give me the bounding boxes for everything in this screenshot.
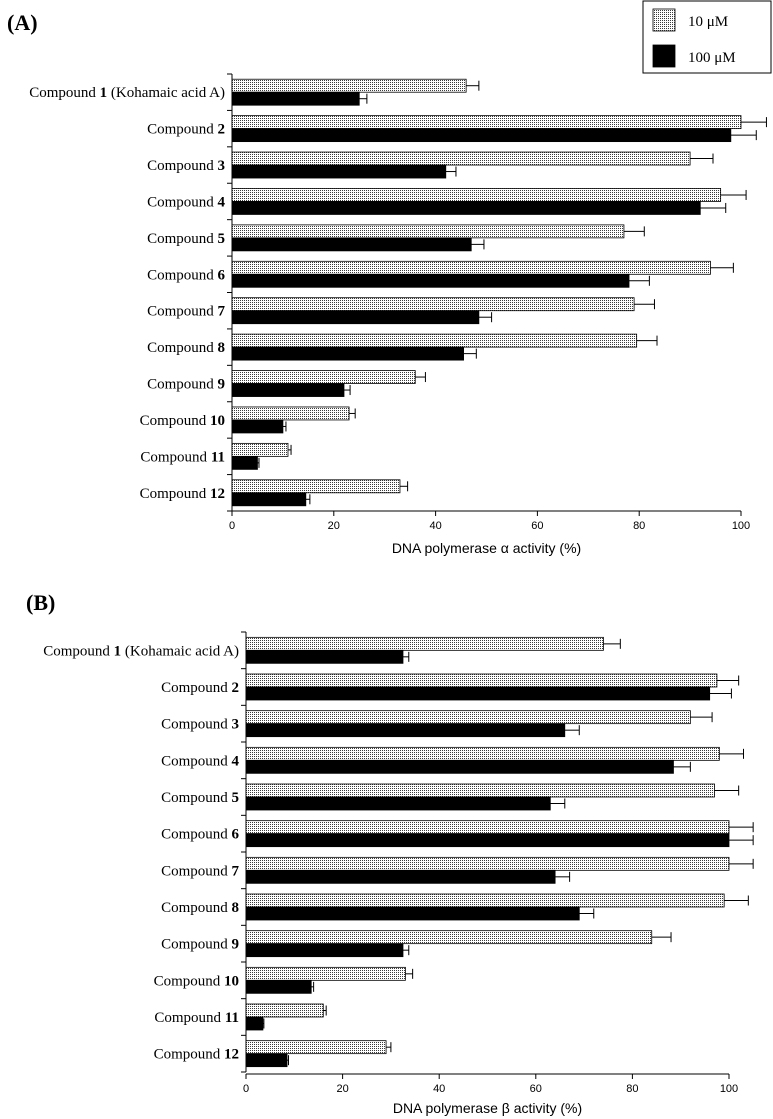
bar-100um xyxy=(246,944,403,957)
x-tick-label: 20 xyxy=(336,1083,349,1095)
category-label: Compound 2 xyxy=(161,680,239,696)
x-tick-label: 100 xyxy=(731,520,751,532)
x-tick-label: 0 xyxy=(228,520,236,532)
bar-10um xyxy=(232,298,634,311)
x-tick-label: 0 xyxy=(242,1083,250,1095)
bar-10um xyxy=(246,821,729,834)
bar-10um xyxy=(232,443,288,456)
bar-10um xyxy=(232,225,624,238)
x-tick-label: 20 xyxy=(327,520,340,532)
bar-10um xyxy=(246,857,729,870)
bar-100um xyxy=(246,1017,263,1030)
bar-100um xyxy=(246,907,579,920)
panel-a-label: (A) xyxy=(7,10,38,35)
x-tick-label: 100 xyxy=(719,1083,739,1095)
bar-10um xyxy=(232,79,466,92)
bar-10um xyxy=(246,747,719,760)
x-tick-label: 40 xyxy=(433,1083,446,1095)
category-label: Compound 11 xyxy=(140,449,225,466)
category-label: Compound 8 xyxy=(147,340,225,357)
bar-10um xyxy=(246,637,603,650)
bar-100um xyxy=(232,493,306,506)
bar-10um xyxy=(246,674,717,687)
x-axis-label: DNA polymerase α activity (%) xyxy=(391,540,582,556)
bar-10um xyxy=(232,152,690,165)
x-tick-label: 60 xyxy=(531,520,544,532)
bar-100um xyxy=(232,129,731,142)
bar-10um xyxy=(232,480,400,493)
bar-10um xyxy=(246,967,405,980)
bar-100um xyxy=(232,347,464,360)
category-label: Compound 1 (Kohamaic acid A) xyxy=(43,643,239,660)
bar-10um xyxy=(246,784,715,797)
bar-10um xyxy=(232,116,741,129)
category-label: Compound 1 (Kohamaic acid A) xyxy=(29,85,225,102)
bar-100um xyxy=(246,650,403,663)
bar-100um xyxy=(246,1054,287,1067)
panel-a xyxy=(7,1,771,556)
bar-100um xyxy=(232,238,471,251)
category-label: Compound 11 xyxy=(154,1010,239,1026)
panel-b xyxy=(26,590,753,1116)
bar-100um xyxy=(232,456,257,469)
bar-100um xyxy=(246,797,550,810)
bar-100um xyxy=(246,760,673,773)
bar-10um xyxy=(232,188,721,201)
bar-10um xyxy=(232,334,637,347)
category-label: Compound 5 xyxy=(147,230,225,247)
bar-10um xyxy=(246,711,690,724)
legend xyxy=(643,1,771,73)
category-label: Compound 4 xyxy=(147,194,225,211)
category-label: Compound 10 xyxy=(153,973,239,990)
category-label: Compound 5 xyxy=(161,790,239,806)
category-label: Compound 2 xyxy=(147,121,225,138)
bar-100um xyxy=(232,311,479,324)
category-label: Compound 3 xyxy=(161,716,239,733)
category-label: Compound 12 xyxy=(139,485,225,502)
bar-100um xyxy=(246,687,710,700)
legend-label-10um: 10 μM xyxy=(688,14,729,30)
bar-10um xyxy=(246,931,652,944)
category-label: Compound 7 xyxy=(147,303,225,320)
bar-10um xyxy=(246,894,724,907)
panel-b-label: (B) xyxy=(26,590,56,615)
category-label: Compound 9 xyxy=(161,936,239,953)
category-label: Compound 10 xyxy=(139,412,225,429)
legend-swatch-100um xyxy=(653,45,675,67)
bar-100um xyxy=(246,870,555,883)
bar-100um xyxy=(246,980,311,993)
category-label: Compound 8 xyxy=(161,900,239,916)
category-label: Compound 7 xyxy=(161,863,239,880)
bar-100um xyxy=(232,384,344,397)
legend-swatch-10um xyxy=(653,9,675,31)
x-axis-label: DNA polymerase β activity (%) xyxy=(392,1100,583,1116)
bar-10um xyxy=(232,261,710,274)
category-label: Compound 9 xyxy=(147,376,225,393)
bar-100um xyxy=(232,274,629,287)
bar-10um xyxy=(232,407,349,420)
bar-10um xyxy=(246,1004,323,1017)
legend-label-100um: 100 μM xyxy=(688,50,736,66)
bar-10um xyxy=(232,371,415,384)
category-label: Compound 6 xyxy=(147,267,225,284)
bar-100um xyxy=(232,92,359,105)
category-label: Compound 12 xyxy=(153,1046,239,1063)
bar-10um xyxy=(246,1041,386,1054)
bar-100um xyxy=(246,834,729,847)
x-tick-label: 60 xyxy=(529,1083,542,1095)
category-label: Compound 4 xyxy=(161,753,239,770)
x-tick-label: 40 xyxy=(429,520,442,532)
bar-100um xyxy=(232,165,446,178)
category-label: Compound 3 xyxy=(147,158,225,175)
plot-a xyxy=(29,74,766,556)
x-tick-label: 80 xyxy=(633,520,646,532)
category-label: Compound 6 xyxy=(161,826,239,843)
x-tick-label: 80 xyxy=(626,1083,639,1095)
bar-100um xyxy=(246,724,565,737)
bar-100um xyxy=(232,420,283,433)
bar-100um xyxy=(232,201,700,214)
plot-b xyxy=(43,632,753,1116)
